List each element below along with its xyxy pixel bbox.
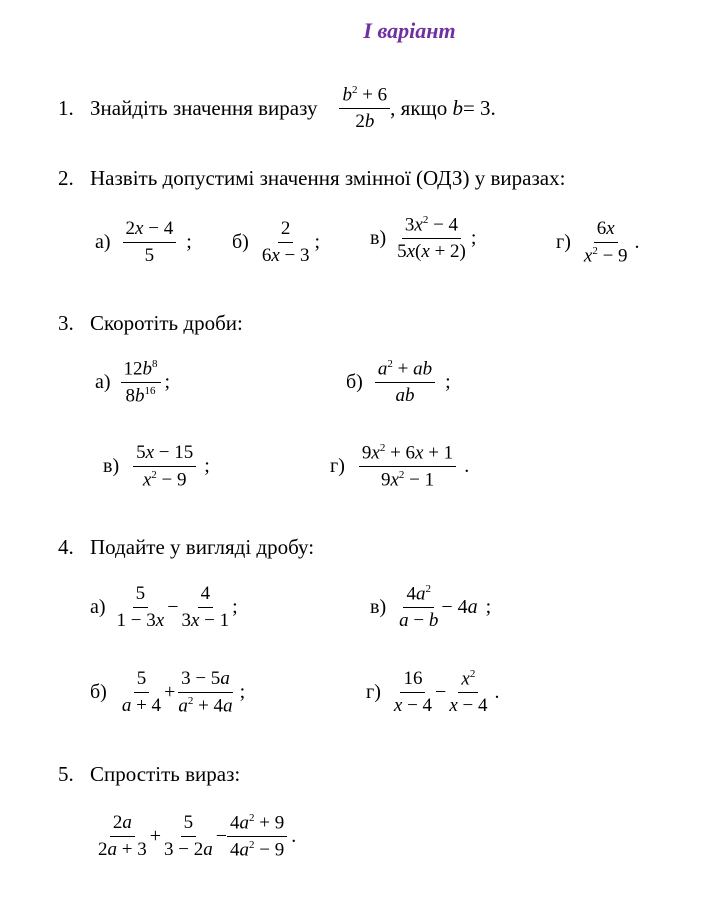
label-b: б) <box>232 231 249 253</box>
task-4-g: г) $\frac{16}{x - 4}$ − $\frac{x^2}{x - 4}$ . <box>366 668 500 717</box>
variant-title: І варіант <box>363 18 456 43</box>
task-4-a: а) $\frac{5}{1 - 3x}$ − $\frac{4}{3x - 1}$ ; <box>90 583 238 631</box>
label-a: а) <box>95 231 111 253</box>
task-2-a: а) $\frac{2x - 4}{5}$ ; <box>95 218 192 266</box>
label-g: г) <box>556 231 571 254</box>
task-1-condition-var: b <box>452 96 463 121</box>
task-3-text: Скоротіть дроби: <box>90 311 243 335</box>
task-1-fraction: $\frac{b^2 + 6}{2b}$ <box>339 84 390 133</box>
task-4 <box>58 535 314 560</box>
task-2-number: 2. <box>58 166 74 190</box>
task-1 <box>58 84 496 133</box>
task-1-suffix: , якщо <box>390 96 448 121</box>
task-4-b: б) $\frac{5}{a + 4}$ + $\frac{3 - 5a}{a^2 + 4a}$ ; <box>90 668 246 717</box>
task-5 <box>58 762 240 787</box>
task-3-v: в) $\frac{5x - 15}{x^2 - 9}$ ; <box>103 442 210 491</box>
task-2-b: б) $\frac{2}{6x - 3}$ ; <box>232 218 321 266</box>
task-1-number: 1. <box>58 96 74 121</box>
task-1-text: Знайдіть значення виразу <box>90 96 318 121</box>
task-1-condition: = 3. <box>462 96 496 121</box>
task-3-g: г) $\frac{9x^2 + 6x + 1}{9x^2 - 1}$ . <box>330 442 470 491</box>
task-2-g: г) $\frac{6x}{x^2 - 9}$ . <box>556 218 640 267</box>
task-3-a: а) $\frac{12b^8}{8b^{16}}$ ; <box>95 358 171 407</box>
task-5-text: Спростіть вираз: <box>90 762 241 786</box>
task-3 <box>58 311 243 336</box>
task-3-number: 3. <box>58 311 74 335</box>
task-4-text: Подайте у вигляді дробу: <box>90 535 315 559</box>
task-4-v: в) $\frac{4a^2}{a - b}$ − 4a ; <box>370 583 492 632</box>
task-5-number: 5. <box>58 762 74 786</box>
task-4-number: 4. <box>58 535 74 559</box>
label-v: в) <box>370 227 387 250</box>
task-2-v: в) $\frac{3x^2 - 4}{5x(x + 2)}$ ; <box>370 214 477 263</box>
task-2-text: Назвіть допустимі значення змінної (ОДЗ) у виразах: <box>90 166 566 190</box>
task-5-expression: $\frac{2a}{2a + 3}$ + $\frac{5}{3 - 2a}$ − $\frac{4a^2 + 9}{4a^2 - 9}$ . <box>98 812 297 861</box>
task-3-b: б) $\frac{a^2 + ab}{ab}$ ; <box>346 358 451 407</box>
task-2 <box>58 166 565 191</box>
